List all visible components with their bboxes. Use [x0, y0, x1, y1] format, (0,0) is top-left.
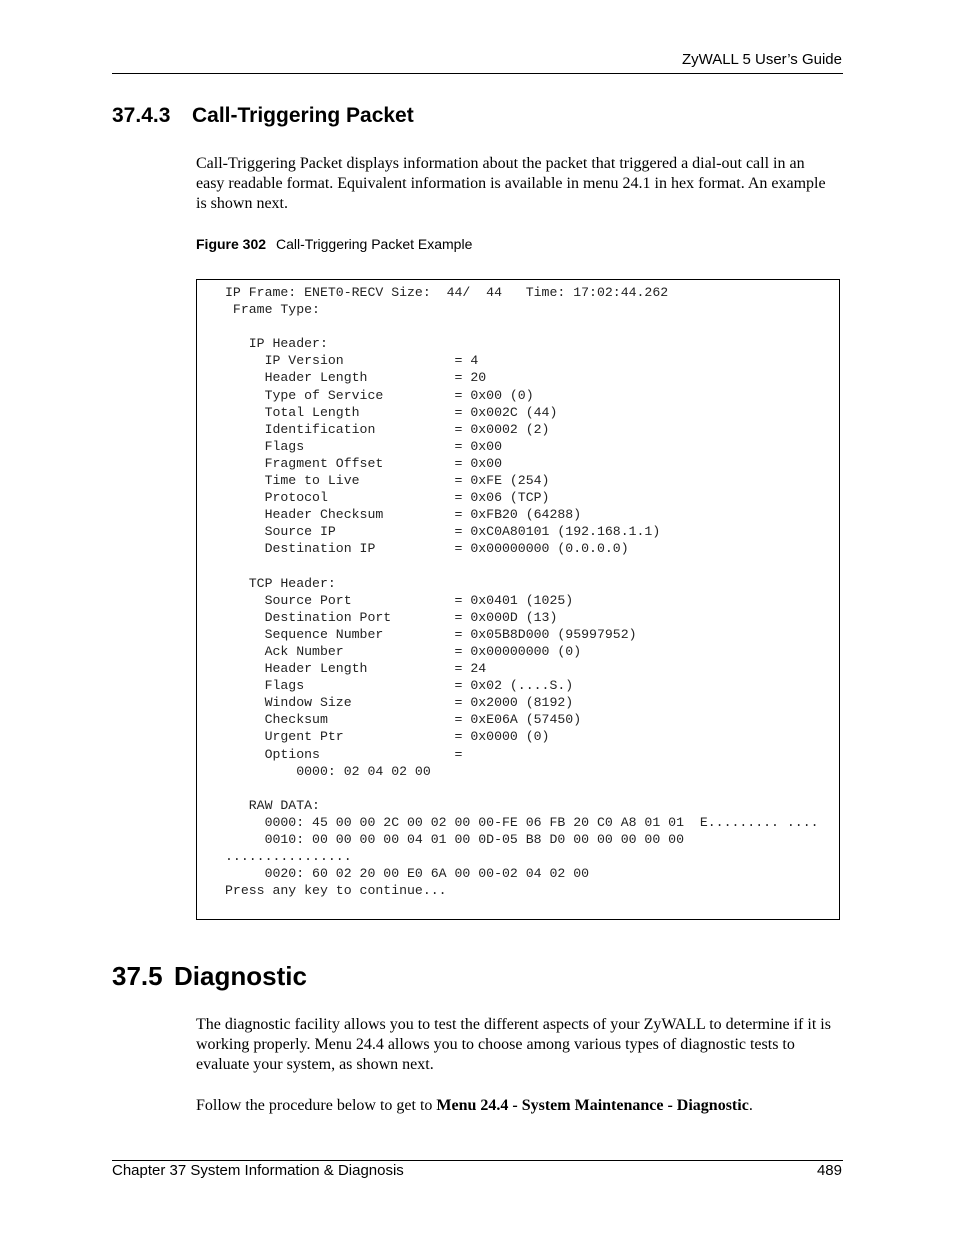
section-title: Diagnostic — [174, 961, 307, 991]
section-number: 37.4.3 — [112, 104, 171, 127]
section-heading-diagnostic — [112, 961, 307, 992]
running-header-title: ZyWALL 5 User’s Guide — [681, 51, 842, 68]
figure-caption — [196, 236, 472, 252]
section-title: Call-Triggering Packet — [192, 104, 414, 127]
procedure-suffix: . — [748, 1097, 753, 1114]
footer-chapter: Chapter 37 System Information & Diagnosis — [112, 1162, 404, 1179]
footer-divider — [112, 1160, 843, 1161]
call-triggering-description: Call-Triggering Packet displays information about the packet that triggered a dial-out call in an easy readable format. Equivalent information is available in menu 24.1 in hex format. An example is shown next. — [196, 155, 826, 212]
menu-reference: Menu 24.4 - System Maintenance - Diagnostic — [436, 1097, 749, 1114]
procedure-instruction — [196, 1096, 836, 1116]
figure-number: Figure 302 — [196, 236, 267, 252]
header-divider — [112, 73, 843, 74]
code-example-box — [196, 279, 840, 920]
figure-title: Call-Triggering Packet Example — [276, 236, 473, 252]
procedure-prefix: Follow the procedure below to get to — [196, 1097, 437, 1114]
diagnostic-description: The diagnostic facility allows you to test the different aspects of your ZyWALL to determine if it is working properly. Menu 24.4 allows you to choose among various types of diagnostic tests to evaluate your system, as shown next. — [196, 1016, 831, 1073]
section-heading-call-triggering-packet — [112, 104, 414, 128]
page-number: 489 — [816, 1162, 842, 1179]
section-number: 37.5 — [112, 961, 163, 991]
packet-dump-text: IP Frame: ENET0-RECV Size: 44/ 44 Time: 17:02:44.262 Frame Type: IP Header: IP Version = 4 Header Length = 20 Type of Service = 0x00 (0) Total Length = 0x002C (44) Identification = 0x0002 (2) Flags = 0x00 Fragment Offset = 0x00 Time to Live = 0xFE (254) Protocol = 0x06 (TCP) Header Checksum = 0xFB20 (64288) Source IP = 0xC0A80101 (192.168.1.1) Destination IP = 0x00000000 (0.0.0.0) TCP Header: Source Port = 0x0401 (1025) Destination Port = 0x000D (13) Sequence Number = 0x05B8D000 (95997952) Ack Number = 0x00000000 (0) Header Length = 24 Flags = 0x02 (....S.) Window Size = 0x2000 (8192) Checksum = 0xE06A (57450) Urgent Ptr = 0x0000 (0) Options = 0000: 02 04 02 00 RAW DATA: 0000: 45 00 00 2C 00 02 00 00-FE 06 FB 20 C0 A8 01 01 E......... .... 0010: 00 00 00 00 04 01 00 0D-05 B8 D0 00 00 00 00 00 ................ 0020: 60 02 20 00 E0 6A 00 00-02 04 02 00 Press any key to continue... — [225, 285, 819, 899]
